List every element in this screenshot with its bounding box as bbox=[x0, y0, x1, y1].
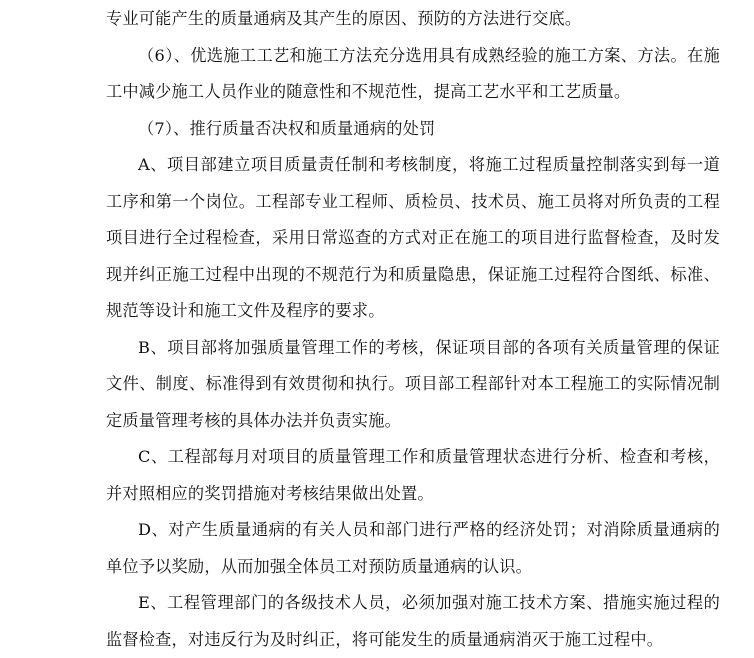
paragraph-intro: 专业可能产生的质量通病及其产生的原因、预防的方法进行交底。 bbox=[106, 9, 582, 28]
paragraph-d: D、对产生质量通病的有关人员和部门进行严格的经济处罚；对消除质量通病的单位予以奖励，从而加强全体员工对预防质量通病的认识。 bbox=[106, 520, 720, 576]
paragraph-c: C、工程部每月对项目的质量管理工作和质量管理状态进行分析、检查和考核，并对照相应的奖罚措施对考核结果做出处置。 bbox=[106, 447, 720, 503]
paragraph-a: A、项目部建立项目质量责任制和考核制度，将施工过程质量控制落实到每一道工序和第一个岗位。工程部专业工程师、质检员、技术员、施工员将对所负责的工程项目进行全过程检查，采用日常巡查的方式对正在施工的项目进行监督检查，及时发现并纠正施工过程中出现的不规范行为和质量隐患，保证施工过程符合图纸、标准、规范等设计和施工文件及程序的要求。 bbox=[106, 155, 720, 320]
paragraph-e: E、工程管理部门的各级技术人员，必须加强对施工技术方案、措施实施过程的监督检查，对违反行为及时纠正，将可能发生的质量通病消灭于施工过程中。 bbox=[106, 593, 720, 649]
paragraph-b: B、项目部将加强质量管理工作的考核，保证项目部的各项有关质量管理的保证文件、制度、标准得到有效贯彻和执行。项目部工程部针对本工程施工的实际情况制定质量管理考核的具体办法并负责实施。 bbox=[106, 337, 720, 430]
paragraph-item-6: （6）、优选施工工艺和施工方法充分选用具有成熟经验的施工方案、方法。在施工中减少施工人员作业的随意性和不规范性，提高工艺水平和工艺质量。 bbox=[106, 45, 720, 101]
paragraph-item-7-heading: （7）、推行质量否决权和质量通病的处罚 bbox=[138, 118, 436, 138]
